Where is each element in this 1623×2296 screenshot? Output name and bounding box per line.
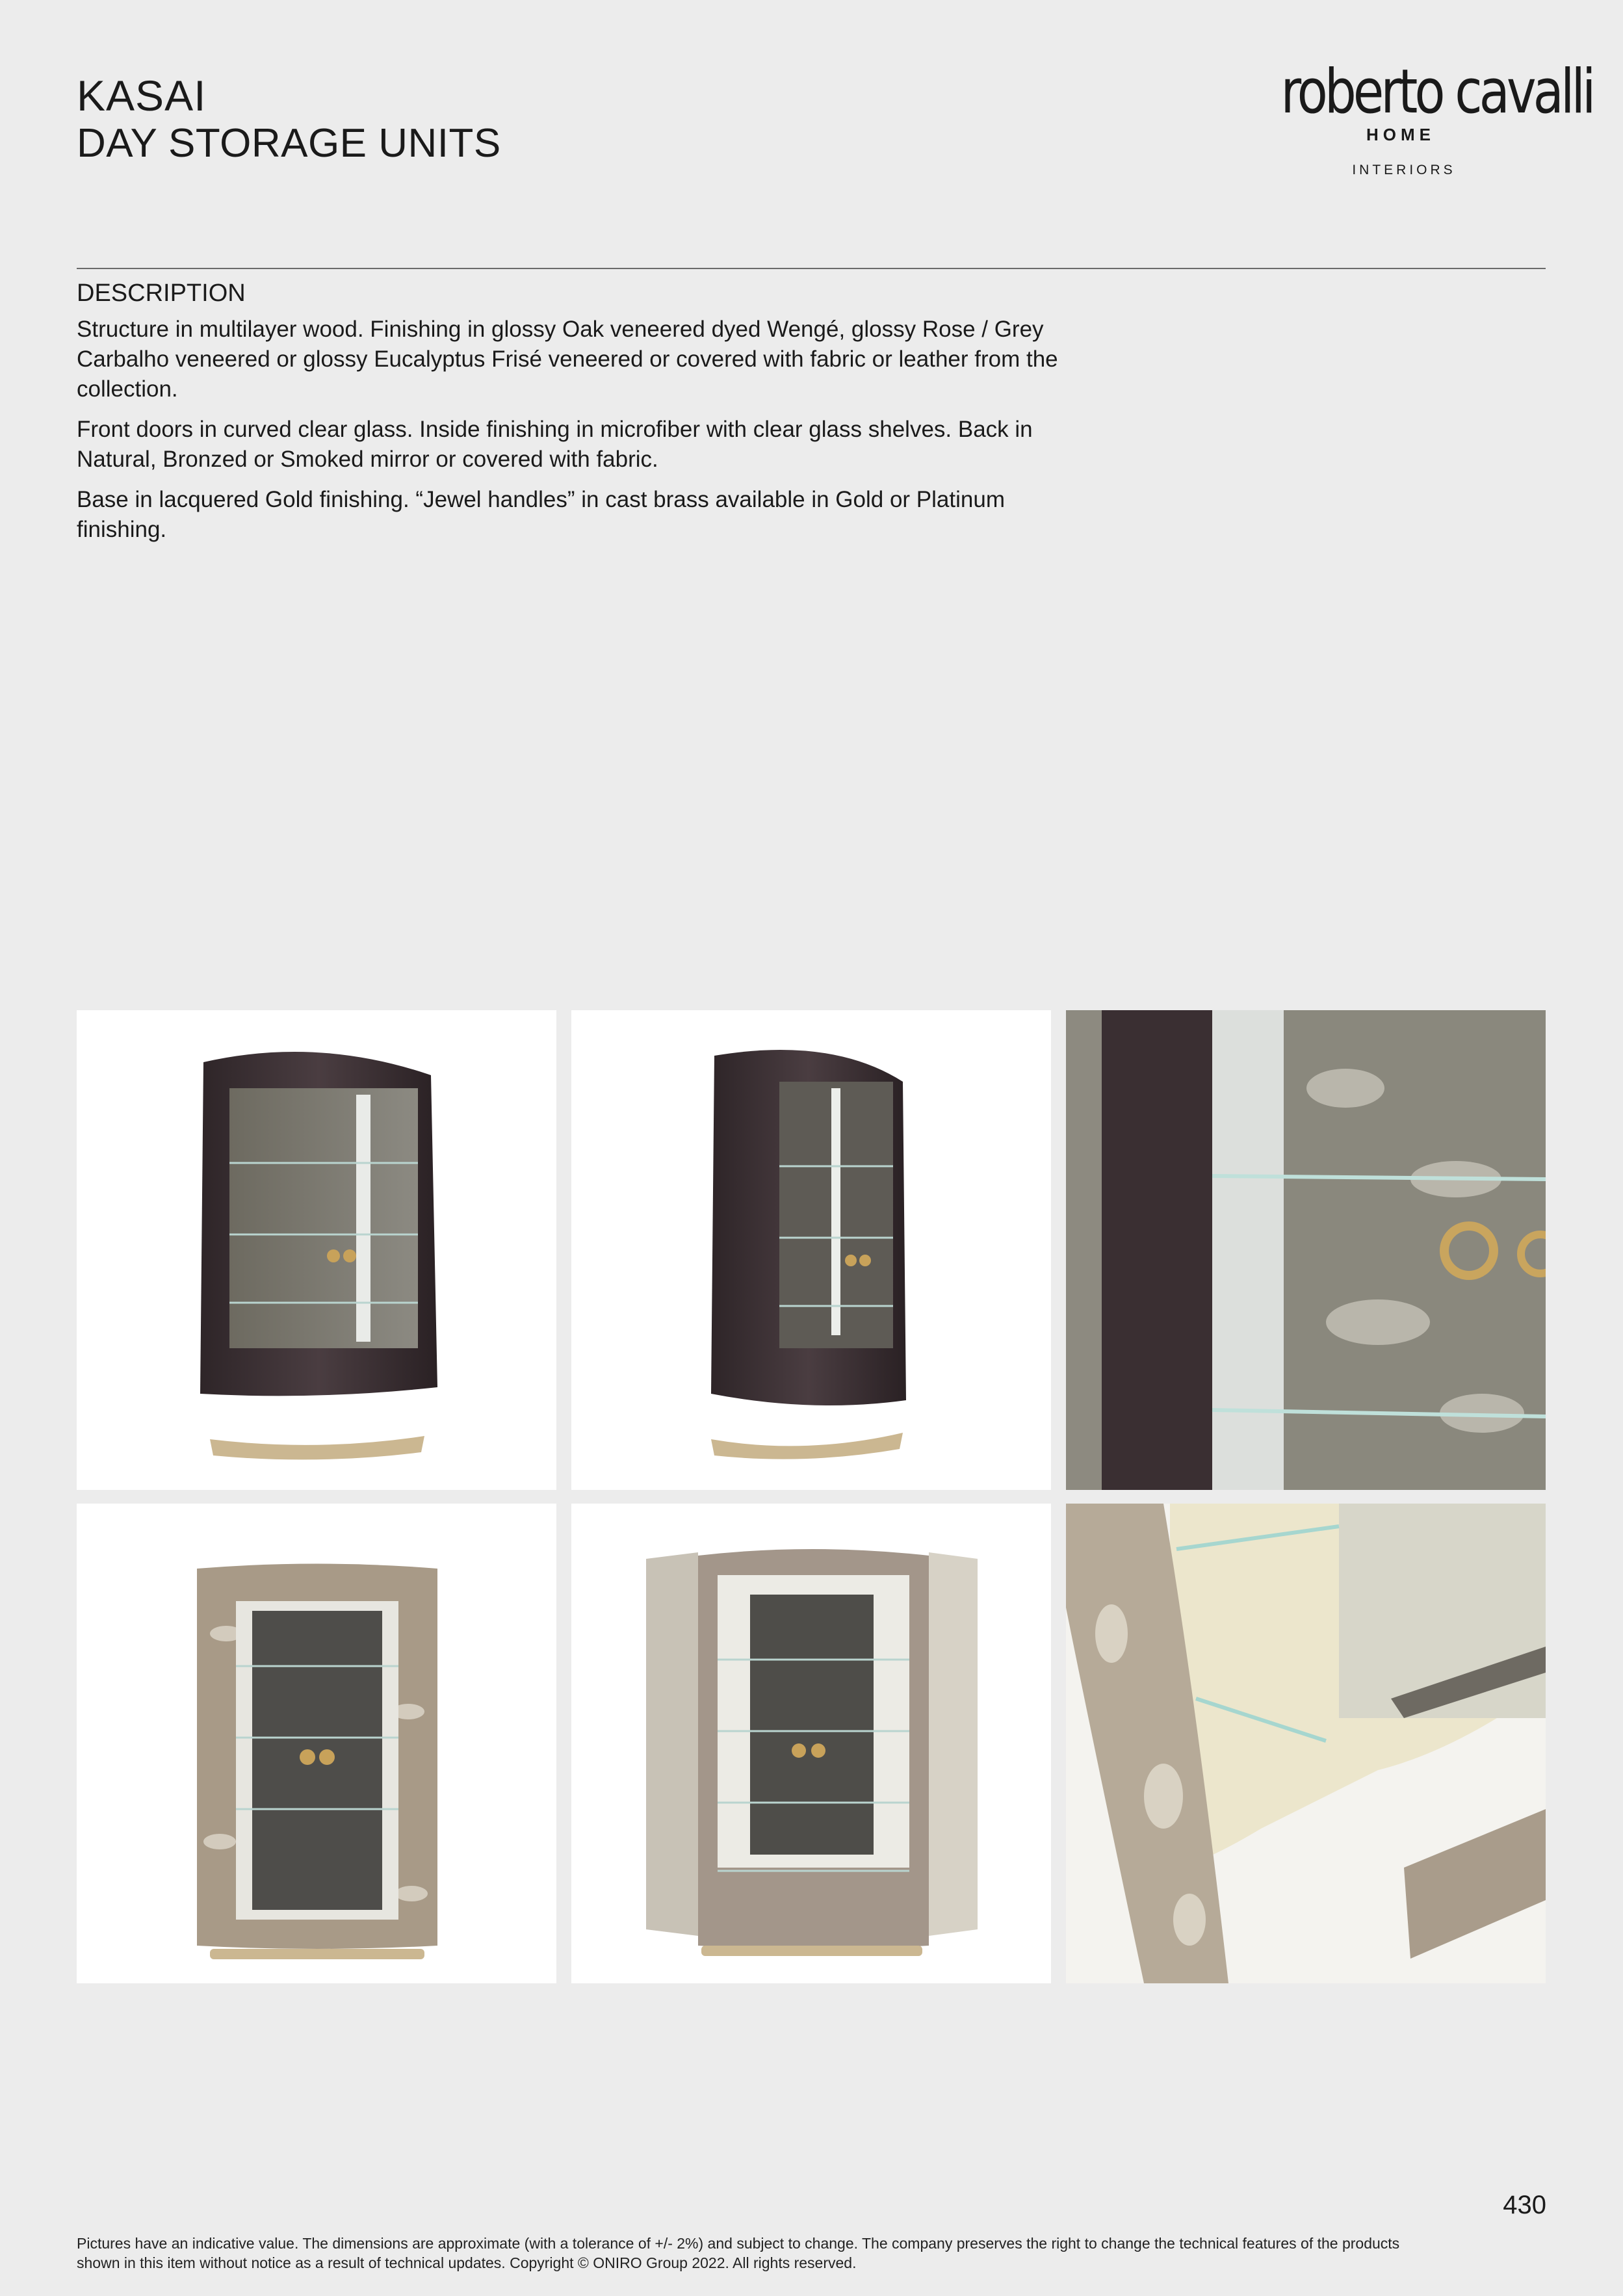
footer-disclaimer: Pictures have an indicative value. The dimensions are approximate (with a tolerance of +/- 2%) and subject to change. The company preserves the right to change the technical features of the products shown in this item without notice as a result of technical updates. Copyright © ONIRO Group 2022. All rights reserved. (77, 2235, 1400, 2271)
brand-logo (1254, 57, 1593, 145)
description-heading: DESCRIPTION (77, 280, 246, 307)
header-divider (77, 268, 1546, 269)
cabinet-fabric-front-illustration (77, 1504, 556, 1983)
title-block (77, 70, 501, 166)
brand-home: HOME (1366, 125, 1435, 144)
description-paragraph-base: Base in lacquered Gold finishing. “Jewel handles” in cast brass available in Gold or Platinum finishing. (77, 487, 1005, 542)
photo-fabric-cabinet-detail (1066, 1504, 1546, 1983)
photo-dark-cabinet-detail (1066, 1010, 1546, 1490)
cabinet-dark-front-illustration (77, 1010, 556, 1490)
cabinet-dark-detail-illustration (1066, 1010, 1546, 1490)
photo-fabric-cabinet-open (571, 1504, 1051, 1983)
brand-wordmark: roberto cavalli (1280, 57, 1593, 127)
cabinet-fabric-open-illustration (571, 1504, 1051, 1983)
photo-dark-cabinet-angle (571, 1010, 1051, 1490)
description-paragraph-doors: Front doors in curved clear glass. Inside finishing in microfiber with clear glass shelves. Back in Natural, Bronzed or Smoked mirror or covered with fabric. (77, 417, 1033, 472)
description-paragraph-structure: Structure in multilayer wood. Finishing in glossy Oak veneered dyed Wengé, glossy Rose / Grey Carbalho veneered or glossy Eucalyptus Frisé veneered or covered with fabric or leather from the collection. (77, 317, 1058, 402)
product-category: DAY STORAGE UNITS (77, 121, 501, 166)
photo-dark-cabinet-front (77, 1010, 556, 1490)
brand-interiors: INTERIORS (1352, 163, 1456, 177)
product-title: KASAI (77, 72, 207, 120)
photo-fabric-cabinet-front (77, 1504, 556, 1983)
page-number: 430 (1503, 2191, 1546, 2219)
cabinet-dark-angle-illustration (571, 1010, 1051, 1490)
description-section (77, 278, 1091, 555)
cabinet-fabric-detail-illustration (1066, 1504, 1546, 1983)
